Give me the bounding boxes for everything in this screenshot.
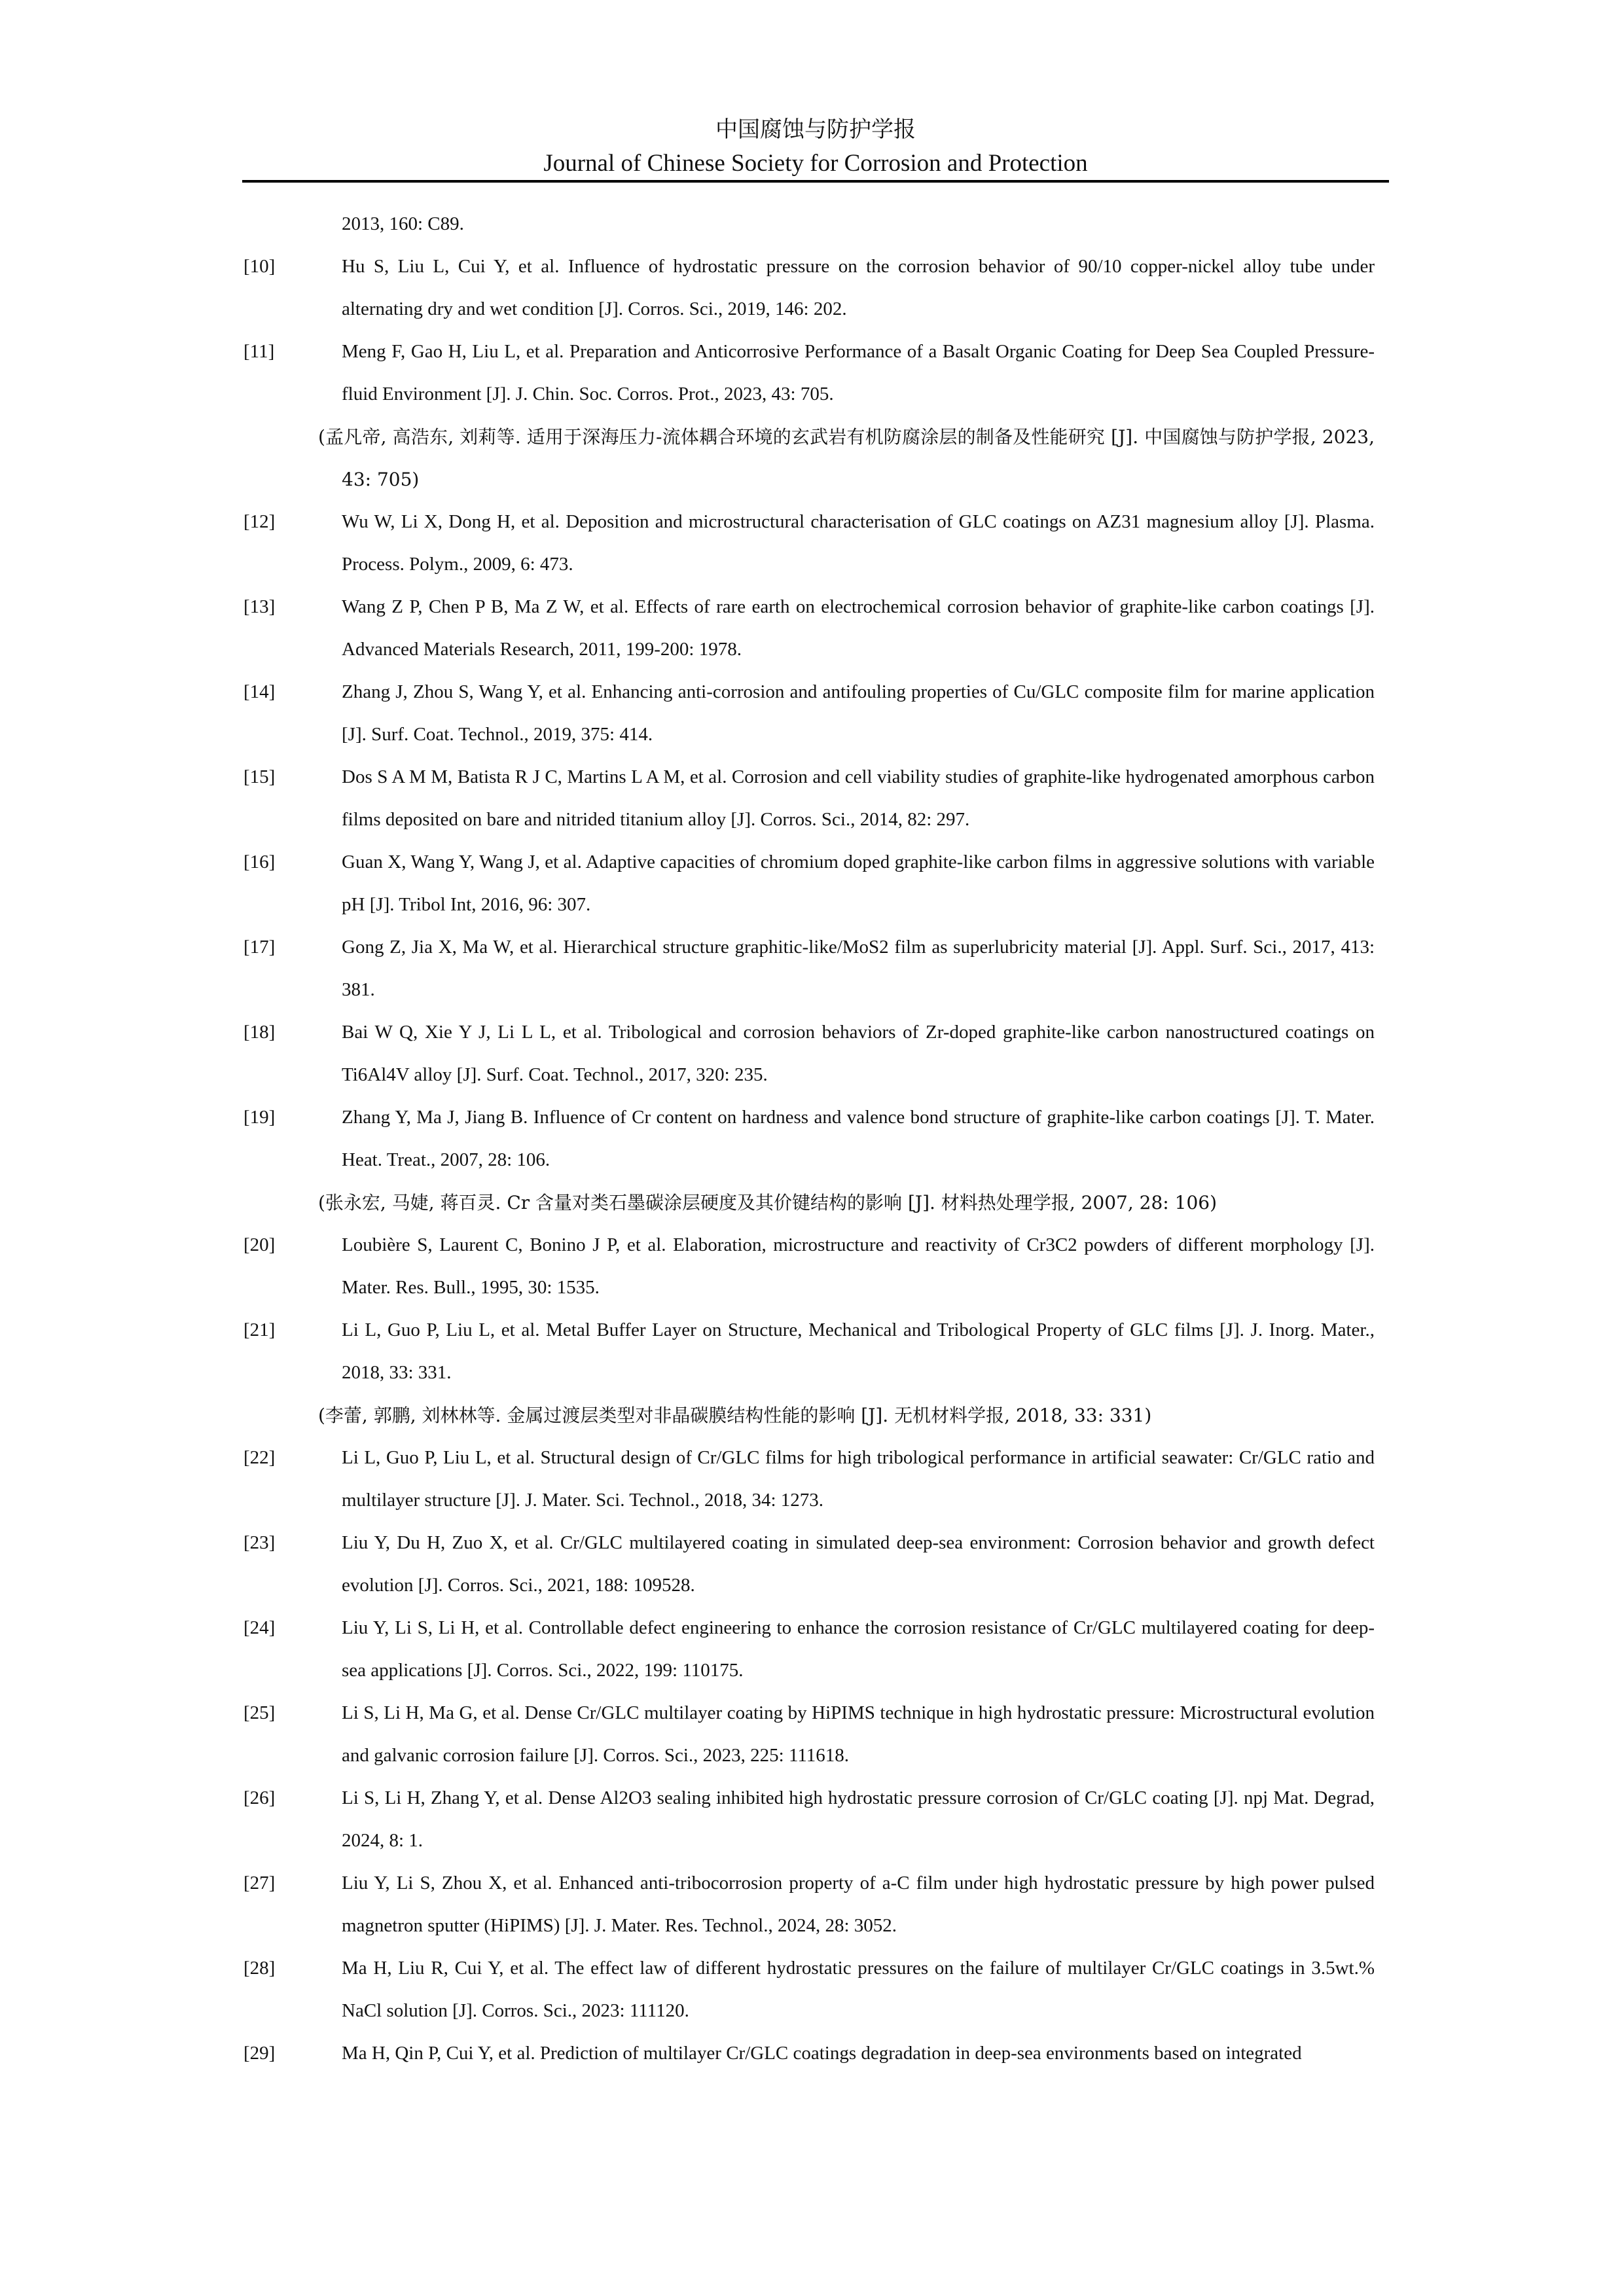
reference-text: Li L, Guo P, Liu L, et al. Metal Buffer Layer on Structure, Mechanical and Tribological Property of GLC films [J]. J. Inorg. Mater., 2018, 33: 331.	[342, 1319, 1375, 1383]
reference-text: Dos S A M M, Batista R J C, Martins L A M, et al. Corrosion and cell viability studies of graphite-like hydrogenated amorphous carbon films deposited on bare and nitrided titanium alloy [J]. Corros. Sci., 2014, 82: 297.	[342, 766, 1375, 830]
reference-number: [27]	[244, 1873, 276, 1893]
reference-number: [23]	[244, 1532, 276, 1553]
reference-number: [18]	[244, 1022, 276, 1043]
running-header	[242, 113, 1389, 181]
reference-number: [26]	[244, 1787, 276, 1808]
reference-number: [11]	[244, 341, 275, 362]
reference-list	[0, 203, 1624, 2075]
reference-item	[0, 1607, 1624, 1692]
reference-translation	[0, 1394, 1624, 1437]
reference-item	[0, 926, 1624, 1011]
reference-number: [16]	[244, 852, 276, 872]
reference-number: [20]	[244, 1234, 276, 1255]
reference-text: Li L, Guo P, Liu L, et al. Structural design of Cr/GLC films for high tribological performance in artificial seawater: Cr/GLC ratio and multilayer structure [J]. J. Mater. Sci. Technol., 2018, 34: 1273.	[342, 1447, 1375, 1511]
reference-item	[0, 331, 1624, 416]
reference-text: Guan X, Wang Y, Wang J, et al. Adaptive capacities of chromium doped graphite-like carbon films in aggressive solutions with variable pH [J]. Tribol Int, 2016, 96: 307.	[342, 852, 1375, 915]
reference-text: Li S, Li H, Zhang Y, et al. Dense Al2O3 sealing inhibited high hydrostatic pressure corrosion of Cr/GLC coating [J]. npj Mat. Degrad, 2024, 8: 1.	[342, 1787, 1375, 1851]
reference-item	[0, 2032, 1624, 2075]
reference-translation	[0, 1181, 1624, 1224]
reference-number: [17]	[244, 937, 276, 958]
reference-item	[0, 501, 1624, 586]
reference-translation-text: (孟凡帝, 高浩东, 刘莉等. 适用于深海压力-流体耦合环境的玄武岩有机防腐涂层的制备及性能研究 [J]. 中国腐蚀与防护学报, 2023, 43: 705)	[318, 426, 1375, 490]
reference-number: [13]	[244, 596, 276, 617]
reference-text: Li S, Li H, Ma G, et al. Dense Cr/GLC multilayer coating by HiPIMS technique in high hydrostatic pressure: Microstructural evolution and galvanic corrosion failure [J]. Corros. Sci., 2023, 225: 111618.	[342, 1702, 1375, 1766]
reference-text: Zhang J, Zhou S, Wang Y, et al. Enhancing anti-corrosion and antifouling properties of Cu/GLC composite film for marine application [J]. Surf. Coat. Technol., 2019, 375: 414.	[342, 681, 1375, 745]
reference-continuation	[0, 203, 1624, 245]
reference-text: Gong Z, Jia X, Ma W, et al. Hierarchical structure graphitic-like/MoS2 film as superlubricity material [J]. Appl. Surf. Sci., 2017, 413: 381.	[342, 937, 1375, 1000]
reference-number: [12]	[244, 511, 276, 532]
reference-number: [15]	[244, 766, 276, 787]
reference-item	[0, 245, 1624, 331]
reference-text: Liu Y, Li S, Li H, et al. Controllable defect engineering to enhance the corrosion resistance of Cr/GLC multilayered coating for deep-sea applications [J]. Corros. Sci., 2022, 199: 110175.	[342, 1617, 1375, 1681]
reference-number: [22]	[244, 1447, 276, 1468]
reference-text: 2013, 160: C89.	[342, 213, 464, 234]
reference-text: Ma H, Liu R, Cui Y, et al. The effect law of different hydrostatic pressures on the failure of multilayer Cr/GLC coatings in 3.5wt.% NaCl solution [J]. Corros. Sci., 2023: 111120.	[342, 1958, 1375, 2021]
reference-text: Hu S, Liu L, Cui Y, et al. Influence of hydrostatic pressure on the corrosion behavior of 90/10 copper-nickel alloy tube under alternating dry and wet condition [J]. Corros. Sci., 2019, 146: 202.	[342, 256, 1375, 319]
journal-title-en: Journal of Chinese Society for Corrosion and Protection	[543, 150, 1088, 177]
reference-number: [25]	[244, 1702, 276, 1723]
reference-item	[0, 1947, 1624, 2032]
header-rule	[242, 180, 1389, 183]
reference-number: [10]	[244, 256, 276, 277]
reference-text: Ma H, Qin P, Cui Y, et al. Prediction of multilayer Cr/GLC coatings degradation in deep-sea environments based on integrated	[342, 2043, 1302, 2064]
reference-item	[0, 1011, 1624, 1096]
reference-text: Bai W Q, Xie Y J, Li L L, et al. Tribological and corrosion behaviors of Zr-doped graphite-like carbon nanostructured coatings on Ti6Al4V alloy [J]. Surf. Coat. Technol., 2017, 320: 235.	[342, 1022, 1375, 1085]
reference-item	[0, 586, 1624, 671]
reference-item	[0, 671, 1624, 756]
reference-text: Zhang Y, Ma J, Jiang B. Influence of Cr content on hardness and valence bond structure of graphite-like carbon coatings [J]. T. Mater. Heat. Treat., 2007, 28: 106.	[342, 1107, 1375, 1170]
reference-text: Liu Y, Li S, Zhou X, et al. Enhanced anti-tribocorrosion property of a-C film under high hydrostatic pressure by high power pulsed magnetron sputter (HiPIMS) [J]. J. Mater. Res. Technol., 2024, 28: 3052.	[342, 1873, 1375, 1936]
reference-number: [14]	[244, 681, 276, 702]
reference-text: Wu W, Li X, Dong H, et al. Deposition and microstructural characterisation of GLC coatings on AZ31 magnesium alloy [J]. Plasma. Process. Polym., 2009, 6: 473.	[342, 511, 1375, 575]
reference-text: Wang Z P, Chen P B, Ma Z W, et al. Effects of rare earth on electrochemical corrosion behavior of graphite-like carbon coatings [J]. Advanced Materials Research, 2011, 199-200: 1978.	[342, 596, 1375, 660]
reference-item	[0, 1224, 1624, 1309]
reference-item	[0, 1096, 1624, 1181]
reference-item	[0, 1862, 1624, 1947]
reference-number: [24]	[244, 1617, 276, 1638]
reference-item	[0, 1309, 1624, 1394]
reference-translation-text: (李蕾, 郭鹏, 刘林林等. 金属过渡层类型对非晶碳膜结构性能的影响 [J]. 无机材料学报, 2018, 33: 331)	[318, 1405, 1152, 1426]
reference-item	[0, 1437, 1624, 1522]
reference-number: [21]	[244, 1319, 276, 1340]
reference-number: [19]	[244, 1107, 276, 1128]
reference-text: Liu Y, Du H, Zuo X, et al. Cr/GLC multilayered coating in simulated deep-sea environment: Corrosion behavior and growth defect evolution [J]. Corros. Sci., 2021, 188: 109528.	[342, 1532, 1375, 1596]
reference-text: Meng F, Gao H, Liu L, et al. Preparation and Anticorrosive Performance of a Basalt Organic Coating for Deep Sea Coupled Pressure-fluid Environment [J]. J. Chin. Soc. Corros. Prot., 2023, 43: 705.	[342, 341, 1375, 404]
journal-title-cn: 中国腐蚀与防护学报	[715, 117, 916, 143]
reference-item	[0, 1522, 1624, 1607]
reference-item	[0, 841, 1624, 926]
reference-item	[0, 756, 1624, 841]
reference-item	[0, 1777, 1624, 1862]
reference-translation-text: (张永宏, 马婕, 蒋百灵. Cr 含量对类石墨碳涂层硬度及其价键结构的影响 [J]. 材料热处理学报, 2007, 28: 106)	[318, 1192, 1218, 1213]
reference-number: [28]	[244, 1958, 276, 1979]
reference-item	[0, 1692, 1624, 1777]
reference-translation	[0, 416, 1624, 501]
reference-text: Loubière S, Laurent C, Bonino J P, et al. Elaboration, microstructure and reactivity of Cr3C2 powders of different morphology [J]. Mater. Res. Bull., 1995, 30: 1535.	[342, 1234, 1375, 1298]
reference-number: [29]	[244, 2043, 276, 2064]
